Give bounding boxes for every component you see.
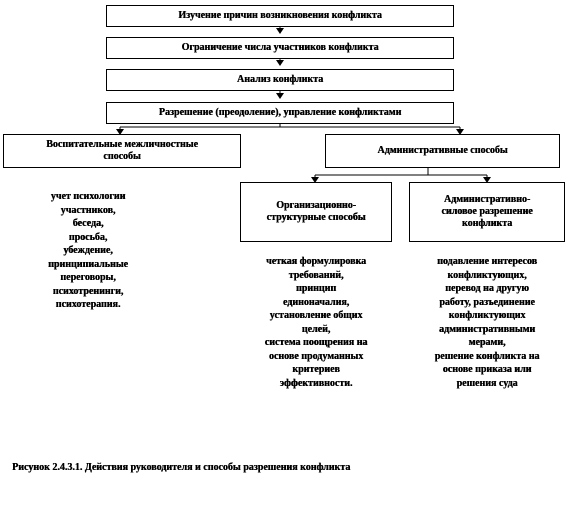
list-item: убеждение, [63,245,113,256]
list-item: перевод на другую [445,283,529,294]
sub-title-line: структурные способы [266,212,366,223]
list-item: беседа, [72,218,104,229]
list-item: просьба, [68,231,108,243]
sub-title-line: Административно- [443,194,531,205]
list-item: эффективности. [279,377,353,389]
list-item: конфликтующих [448,310,526,321]
list-item: основе продуманных [268,350,364,362]
list-item: основе приказа или [442,364,532,375]
step-box-analysis [106,69,454,91]
list-item: работу, разъединение [439,296,535,308]
list-item: психотерапия. [55,299,121,310]
list-item: переговоры, [60,272,116,283]
list-item: учет психологии [50,191,126,202]
list-item: конфликтующих, [447,269,527,281]
list-item: целей, [301,323,331,335]
sub-box-force [409,182,565,242]
sub-box-organizational [240,182,392,242]
branch-title-line: Воспитательные межличностные [46,139,198,150]
educational-methods-list [8,190,168,312]
list-item: психотренинги, [52,285,124,297]
step-box-resolution [106,102,454,124]
list-item: принципиальные [48,258,128,270]
branch-box-educational [3,134,241,168]
step-label: Ограничение числа участников конфликта [181,42,379,53]
branch-title: Административные способы [377,145,508,156]
step-label: Анализ конфликта [236,74,324,85]
list-item: четкая формулировка [265,256,367,267]
step-label: Разрешение (преодоление), управление конфликтами [158,107,402,118]
arrow-head [276,93,284,99]
branch-box-administrative [325,134,560,168]
arrow-head [276,28,284,34]
list-item: требований, [288,269,344,281]
figure-caption: Рисунок 2.4.3.1. Действия руководителя и способы разрешения конфликта [12,462,351,473]
list-item: решение конфликта на [434,350,540,362]
list-item: принцип [295,283,337,294]
list-item: установление общих [269,310,363,321]
sub-title-line: Организационно- [276,200,356,211]
force-methods-list [409,255,565,390]
step-box-study-causes [106,5,454,27]
sub-title-line: конфликта [461,218,513,229]
list-item: критериев [292,364,340,375]
branch-title-line: способы [103,151,141,162]
list-item: административными [438,323,536,335]
list-item: система поощрения на [264,337,368,348]
list-item: подавление интересов [437,256,537,267]
organizational-methods-list [241,255,391,390]
arrow-head [276,60,284,66]
step-box-limit-participants [106,37,454,59]
list-item: единоначалия, [282,296,350,308]
sub-title-line: силовое разрешение [441,206,533,217]
step-label: Изучение причин возникновения конфликта [178,10,382,21]
list-item: мерами, [468,337,506,348]
list-item: решения суда [456,377,518,389]
list-item: участников, [60,204,116,216]
